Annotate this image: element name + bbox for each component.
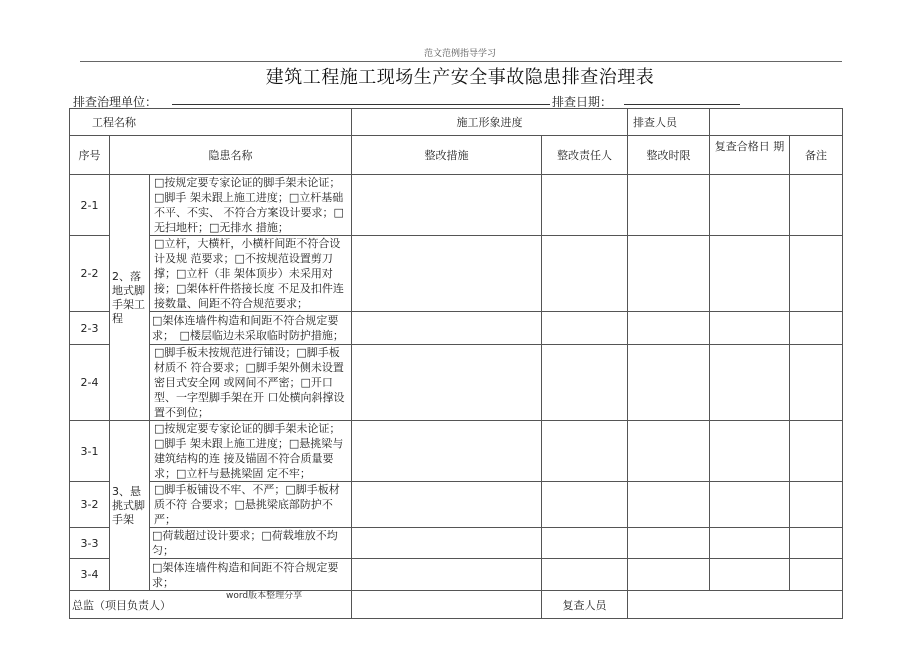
measure-cell[interactable] <box>352 236 542 312</box>
table-row <box>70 421 843 482</box>
column-seq: 序号 <box>70 136 110 175</box>
column-header-row <box>70 136 843 175</box>
responsible-cell[interactable] <box>542 236 628 312</box>
signature-row <box>70 591 843 619</box>
table-row <box>70 312 843 345</box>
row-code: 3-2 <box>70 482 110 528</box>
project-name-label: 工程名称 <box>70 109 352 136</box>
header-rule <box>80 61 842 62</box>
recheck-date-cell[interactable] <box>710 421 790 482</box>
footer-note: word版本整理分享 <box>226 591 303 601</box>
column-remark: 备注 <box>790 136 843 175</box>
category-cell: 2、落地式脚手架工程 <box>110 175 150 421</box>
responsible-cell[interactable] <box>542 345 628 421</box>
unit-label: 排查治理单位： <box>73 95 158 109</box>
measure-cell[interactable] <box>352 312 542 345</box>
row-code: 3-3 <box>70 528 110 559</box>
column-responsible: 整改责任人 <box>542 136 628 175</box>
project-info-row <box>70 109 843 136</box>
recheck-date-cell[interactable] <box>710 345 790 421</box>
hazard-cell: □立杆，大横杆，小横杆间距不符合设计及规 范要求；□不按规范设置剪刀撑；□立杆（非 架体顶步）未采用对接；□架体杆件搭接长度 不足及扣件连接数量、间距不符合规范要求； <box>150 236 352 312</box>
column-deadline: 整改时限 <box>628 136 710 175</box>
remark-cell[interactable] <box>790 559 843 591</box>
inspection-table <box>69 108 843 619</box>
hazard-cell: □荷载超过设计要求；□荷载堆放不均匀； <box>150 528 352 559</box>
header-note: 范文范例指导学习 <box>423 49 496 59</box>
hazard-cell: □按规定要专家论证的脚手架未论证；□脚手 架未跟上施工进度；□立杆基础不平、不实、 不符合方案设计要求；□无扫地杆；□无排水 措施； <box>150 175 352 236</box>
table-row <box>70 175 843 236</box>
recheck-date-cell[interactable] <box>710 236 790 312</box>
table-row <box>70 528 843 559</box>
supervisor-sign-cell[interactable] <box>352 591 542 619</box>
deadline-cell[interactable] <box>628 312 710 345</box>
deadline-cell[interactable] <box>628 528 710 559</box>
measure-cell[interactable] <box>352 559 542 591</box>
deadline-cell[interactable] <box>628 482 710 528</box>
hazard-cell: □架体连墙件构造和间距不符合规定要求； <box>150 559 352 591</box>
responsible-cell[interactable] <box>542 482 628 528</box>
responsible-cell[interactable] <box>542 421 628 482</box>
remark-cell[interactable] <box>790 312 843 345</box>
responsible-cell[interactable] <box>542 528 628 559</box>
row-code: 2-1 <box>70 175 110 236</box>
remark-cell[interactable] <box>790 236 843 312</box>
date-fill-line[interactable] <box>624 104 740 105</box>
deadline-cell[interactable] <box>628 421 710 482</box>
hazard-cell: □脚手板未按规范进行铺设；□脚手板材质不 符合要求；□脚手架外侧未设置密目式安全网 或网间不严密；□开口型、一字型脚手架在开 口处横向斜撑设置不到位； <box>150 345 352 421</box>
category-cell: 3、悬挑式脚手架 <box>110 421 150 591</box>
remark-cell[interactable] <box>790 421 843 482</box>
recheck-date-cell[interactable] <box>710 559 790 591</box>
row-code: 2-3 <box>70 312 110 345</box>
row-code: 2-2 <box>70 236 110 312</box>
measure-cell[interactable] <box>352 345 542 421</box>
remark-cell[interactable] <box>790 175 843 236</box>
date-label: 排查日期： <box>552 95 613 109</box>
column-recheck-date: 复查合格日 期 <box>710 136 790 175</box>
remark-cell[interactable] <box>790 345 843 421</box>
row-code: 3-4 <box>70 559 110 591</box>
measure-cell[interactable] <box>352 175 542 236</box>
hazard-cell: □架体连墙件构造和间距不符合规定要求； □楼层临边未采取临时防护措施； <box>150 312 352 345</box>
hazard-cell: □按规定要专家论证的脚手架未论证；□脚手 架未跟上施工进度；□悬挑梁与建筑结构的连 接及锚固不符合质量要求；□立杆与悬挑梁固 定不牢； <box>150 421 352 482</box>
recheck-person-sign-cell[interactable] <box>628 591 843 619</box>
table-row <box>70 236 843 312</box>
responsible-cell[interactable] <box>542 175 628 236</box>
recheck-date-cell[interactable] <box>710 175 790 236</box>
unit-fill-line[interactable] <box>172 104 550 105</box>
remark-cell[interactable] <box>790 528 843 559</box>
row-code: 2-4 <box>70 345 110 421</box>
column-measure: 整改措施 <box>352 136 542 175</box>
recheck-date-cell[interactable] <box>710 528 790 559</box>
progress-label: 施工形象进度 <box>352 109 628 136</box>
deadline-cell[interactable] <box>628 559 710 591</box>
deadline-cell[interactable] <box>628 345 710 421</box>
hazard-cell: □脚手板铺设不牢、不严；□脚手板材质不符 合要求；□悬挑梁底部防护不严； <box>150 482 352 528</box>
column-hazard: 隐患名称 <box>110 136 352 175</box>
recheck-person-label: 复查人员 <box>542 591 628 619</box>
responsible-cell[interactable] <box>542 559 628 591</box>
document-title: 建筑工程施工现场生产安全事故隐患排查治理表 <box>265 67 655 88</box>
table-row <box>70 345 843 421</box>
row-code: 3-1 <box>70 421 110 482</box>
table-row <box>70 482 843 528</box>
measure-cell[interactable] <box>352 528 542 559</box>
recheck-date-cell[interactable] <box>710 312 790 345</box>
recheck-date-cell[interactable] <box>710 482 790 528</box>
measure-cell[interactable] <box>352 421 542 482</box>
inspector-label: 排查人员 <box>628 109 710 136</box>
remark-cell[interactable] <box>790 482 843 528</box>
responsible-cell[interactable] <box>542 312 628 345</box>
measure-cell[interactable] <box>352 482 542 528</box>
deadline-cell[interactable] <box>628 175 710 236</box>
supervisor-label: 总监（项目负责人） <box>70 591 352 619</box>
deadline-cell[interactable] <box>628 236 710 312</box>
inspector-value-cell[interactable] <box>710 109 843 136</box>
table-row <box>70 559 843 591</box>
